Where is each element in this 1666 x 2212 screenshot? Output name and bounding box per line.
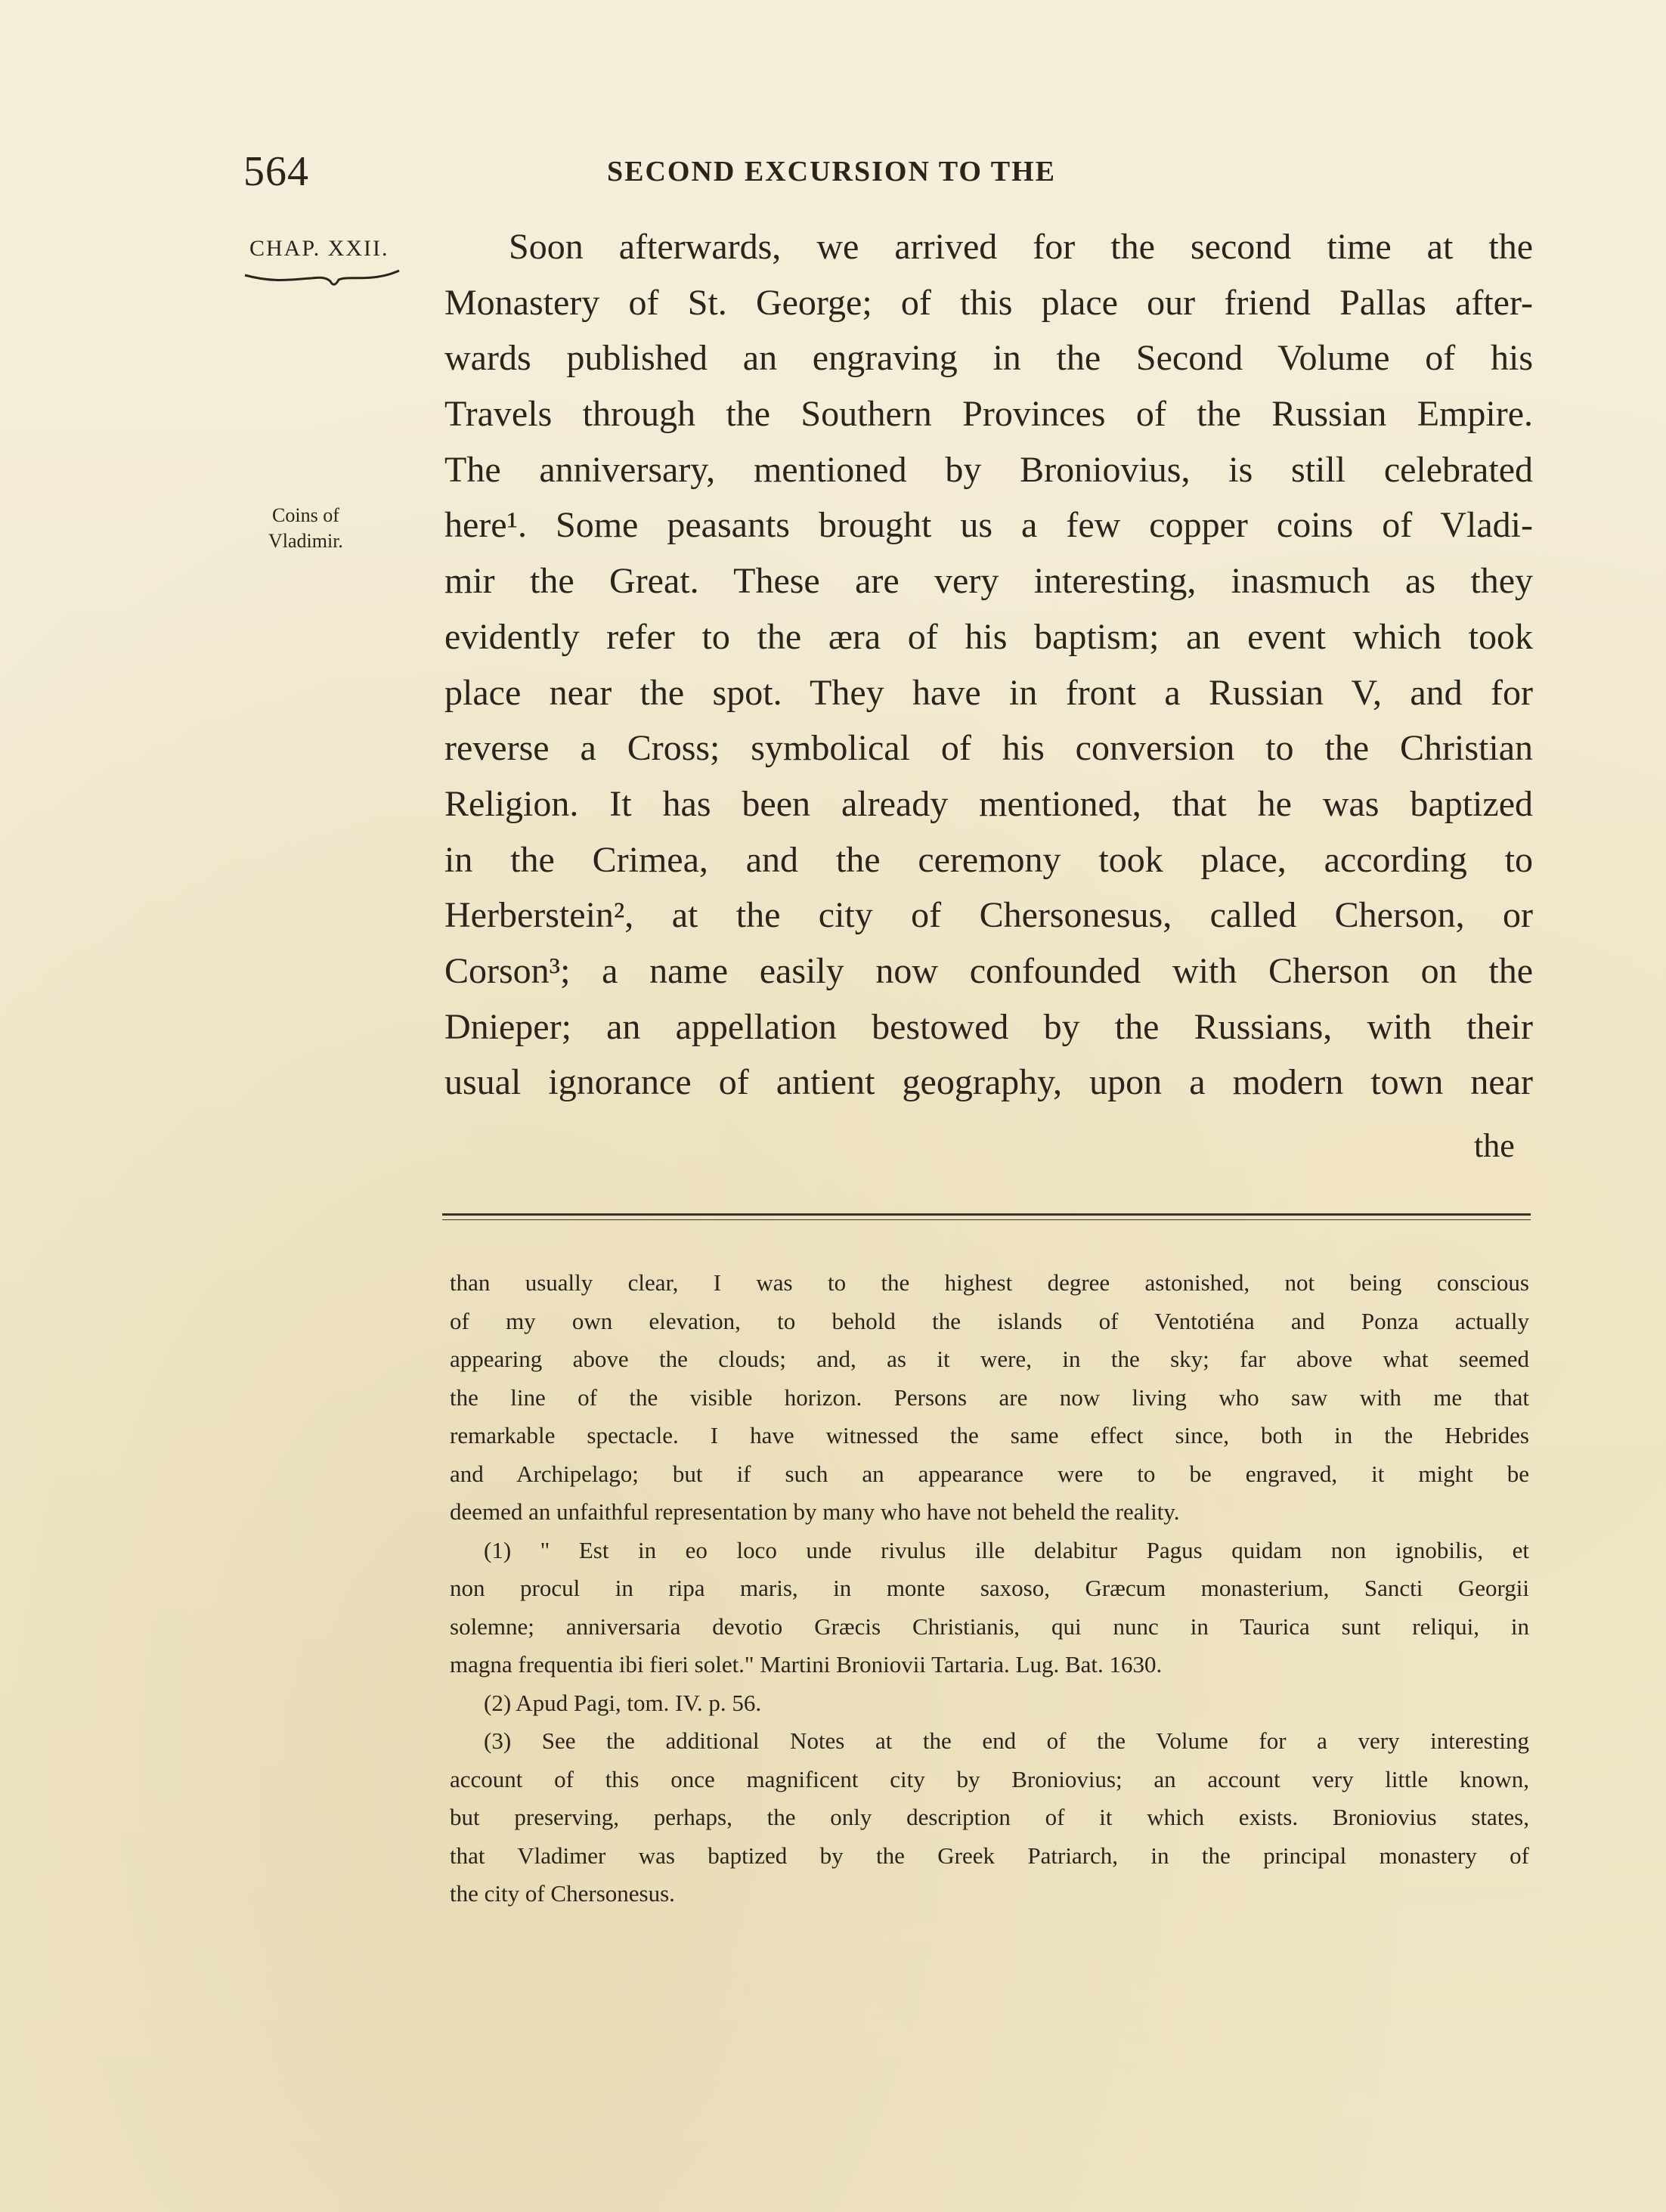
footnote-rule	[442, 1213, 1531, 1220]
text-line: in the Crimea, and the ceremony took place, according to	[444, 839, 1533, 880]
text-line: The anniversary, mentioned by Broniovius, is still celebrated	[444, 449, 1533, 490]
footnote-1-line: magna frequentia ibi fieri solet." Martini Broniovii Tartaria. Lug. Bat. 1630.	[450, 1651, 1163, 1678]
footnote-3-line: that Vladimer was baptized by the Greek Patriarch, in the principal monastery of	[450, 1842, 1529, 1869]
text-line: wards published an engraving in the Second Volume of his	[444, 338, 1533, 379]
text-line: Dnieper; an appellation bestowed by the Russians, with their	[444, 1006, 1533, 1047]
footnote-line: deemed an unfaithful representation by many who have not beheld the reality.	[450, 1498, 1180, 1525]
footnote-2-line: (2) Apud Pagi, tom. IV. p. 56.	[484, 1689, 762, 1716]
footnote-line: than usually clear, I was to the highest degree astonished, not being conscious	[450, 1269, 1529, 1296]
text-line: mir the Great. These are very interesting, inasmuch as they	[444, 561, 1533, 602]
footnote-3-line: (3) See the additional Notes at the end of the Volume for a very interesting	[484, 1727, 1529, 1754]
text-line: Soon afterwards, we arrived for the second time at the	[509, 227, 1533, 267]
footnote-1-line: solemne; anniversaria devotio Græcis Christianis, qui nunc in Taurica sunt reliqui, in	[450, 1613, 1529, 1640]
text-line: Herberstein², at the city of Chersonesus, called Cherson, or	[444, 895, 1533, 936]
text-line: reverse a Cross; symbolical of his conversion to the Christian	[444, 728, 1533, 769]
running-head: SECOND EXCURSION TO THE	[607, 156, 1056, 187]
chapter-label: CHAP. XXII.	[249, 236, 389, 261]
side-note-line-2: Vladimir.	[268, 530, 343, 552]
footnote-line: of my own elevation, to behold the islands of Ventotiéna and Ponza actually	[450, 1307, 1529, 1334]
text-line: here¹. Some peasants brought us a few copper coins of Vladi-	[444, 505, 1533, 546]
footnote-line: and Archipelago; but if such an appearance were to be engraved, it might be	[450, 1460, 1529, 1487]
text-line: place near the spot. They have in front a Russian V, and for	[444, 672, 1533, 713]
text-line: evidently refer to the æra of his baptism; an event which took	[444, 616, 1533, 657]
text-line: Travels through the Southern Provinces of the Russian Empire.	[444, 394, 1533, 435]
footnote-3-line: the city of Chersonesus.	[450, 1880, 675, 1907]
text-line: Religion. It has been already mentioned, that he was baptized	[444, 783, 1533, 824]
text-line: usual ignorance of antient geography, upon a modern town near	[444, 1062, 1533, 1103]
page-number: 564	[243, 148, 309, 195]
footnote-line: appearing above the clouds; and, as it were, in the sky; far above what seemed	[450, 1346, 1529, 1372]
footnote-line: remarkable spectacle. I have witnessed the same effect since, both in the Hebrides	[450, 1422, 1529, 1448]
footnote-3-line: but preserving, perhaps, the only description of it which exists. Broniovius states,	[450, 1804, 1529, 1830]
footnote-3-line: account of this once magnificent city by Broniovius; an account very little known,	[450, 1765, 1529, 1792]
text-line: Corson³; a name easily now confounded with Cherson on the	[444, 950, 1533, 991]
main-text	[444, 219, 1533, 1111]
footnote-1-line: (1) " Est in eo loco unde rivulus ille delabitur Pagus quidam non ignobilis, et	[484, 1536, 1529, 1563]
text-line: Monastery of St. George; of this place our friend Pallas after-	[444, 282, 1533, 323]
footnotes	[450, 1264, 1529, 1913]
footnote-line: the line of the visible horizon. Persons are now living who saw with me that	[450, 1383, 1529, 1411]
footnote-1-line: non procul in ripa maris, in monte saxoso, Græcum monasterium, Sancti Georgii	[450, 1575, 1529, 1601]
side-note-line-1: Coins of	[272, 504, 339, 526]
catchword: the	[1474, 1127, 1515, 1164]
chapter-ornament	[243, 266, 402, 296]
side-note	[268, 503, 343, 554]
